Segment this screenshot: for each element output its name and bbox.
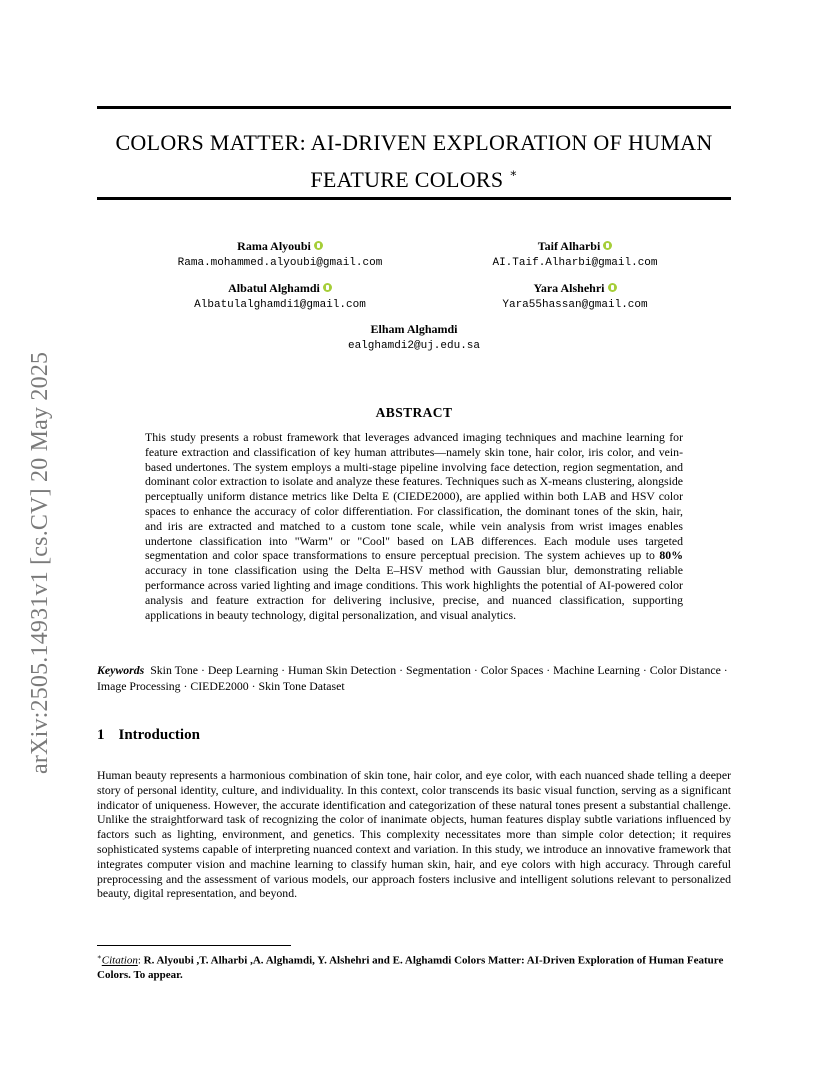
author-block: [455, 238, 695, 272]
title-top-rule: [97, 106, 731, 109]
author-name: Yara Alshehri: [533, 281, 605, 295]
author-email[interactable]: Rama.mohammed.alyoubi@gmail.com: [177, 257, 383, 269]
footnote: [97, 950, 731, 982]
abstract-body: [145, 430, 683, 622]
section-number: 1: [97, 727, 105, 743]
abstract-text-part-2: accuracy in tone classification using the Delta E–HSV method with Gaussian blur, demonstrating reliable performance across varied lighting and image conditions. This work highlights the potential of AI-powered color analysis and feature extraction for delivering inclusive, precise, and nuanced classification, supporting applications in beauty technology, digital personalization, and visual analytics.: [145, 563, 683, 622]
author-email[interactable]: Yara55hassan@gmail.com: [502, 299, 648, 311]
title-bottom-rule: [97, 197, 731, 200]
section-title: Introduction: [118, 727, 200, 743]
orcid-icon[interactable]: [314, 241, 323, 250]
author-email[interactable]: ealghamdi2@uj.edu.sa: [347, 340, 481, 352]
introduction-body: Human beauty represents a harmonious combination of skin tone, hair color, and eye color, with each nuanced shade telling a deeper story of personal identity, culture, and individuality. In this context, color transcends its basic visual function, serving as a significant indicator of uniqueness. However, the accurate identification and categorization of these natural tones present a substantial challenge. Unlike the straightforward task of recognizing the color of inanimate objects, human features display subtle variations influenced by factors such as lighting, environment, and genetics. This complexity necessitates more than simple color detection; it requires sophisticated systems capable of interpreting nuanced context and variation. In this study, we introduce an innovative framework that integrates computer vision and machine learning to classify human skin, hair, and eye colors with high accuracy. Through careful preprocessing and the assessment of various models, our approach fosters inclusive and intelligent solutions relevant to personalized beauty, digital representation, and beyond.: [97, 768, 731, 901]
author-block: [294, 321, 534, 355]
author-name: Albatul Alghamdi: [228, 281, 320, 295]
author-name: Elham Alghamdi: [370, 322, 458, 336]
orcid-icon[interactable]: [323, 283, 332, 292]
arxiv-side-identifier-wrap: [20, 294, 60, 774]
footnote-mark: ∗: [97, 953, 102, 961]
footnote-citation-text: R. Alyoubi ,T. Alharbi ,A. Alghamdi, Y. Alshehri and E. Alghamdi Colors Matter: AI-Driven Exploration of Human Feature Colors. To appear.: [97, 954, 724, 981]
abstract-heading: ABSTRACT: [375, 405, 453, 420]
author-block: [455, 280, 695, 314]
orcid-icon[interactable]: [603, 241, 612, 250]
section-heading-introduction: [97, 727, 200, 744]
orcid-icon[interactable]: [608, 283, 617, 292]
footnote-colon: :: [137, 954, 144, 967]
footnote-citation-label[interactable]: Citation: [101, 954, 138, 967]
keywords-text: Skin Tone · Deep Learning · Human Skin Detection · Segmentation · Color Spaces · Machine Learning · Color Distance · Image Processing · CIEDE2000 · Skin Tone Dataset: [97, 663, 728, 693]
paper-title-line-2: FEATURE COLORS: [310, 167, 504, 192]
keywords-label: Keywords: [97, 663, 145, 677]
author-name: Taif Alharbi: [537, 239, 601, 253]
author-name: Rama Alyoubi: [237, 239, 311, 253]
author-email[interactable]: Albatulalghamdi1@gmail.com: [194, 299, 366, 311]
abstract-accuracy-value: 80%: [659, 548, 683, 563]
author-block: [160, 238, 400, 272]
paper-title-line-2-wrap: [97, 158, 731, 195]
arxiv-side-identifier: arXiv:2505.14931v1 [cs.CV] 20 May 2025: [27, 351, 53, 774]
abstract-text-part-1: This study presents a robust framework that leverages advanced imaging techniques and machine learning for feature extraction and classification of key human attributes—namely skin tone, hair color, iris color, and vein-based undertones. The system employs a multi-stage pipeline involving face detection, region segmentation, and dominant color extraction to isolate and analyze these features. Techniques such as X-means clustering, alongside perceptually uniform distance metrics like Delta E (CIEDE2000), are applied within both LAB and HSV color spaces to enhance the accuracy of color differentiation. For classification, the dominant tones of the skin, hair, and iris are extracted and matched to a custom tone scale, while vein analysis from wrist images enables undertone classification into "Warm" or "Cool" based on LAB differences. Each module uses targeted segmentation and color space transformations to ensure perceptual precision. The system achieves up to: [145, 430, 683, 563]
title-footnote-mark: ∗: [509, 166, 518, 180]
footnote-rule: [97, 945, 291, 946]
paper-title-line-1: COLORS MATTER: AI-DRIVEN EXPLORATION OF HUMAN: [115, 130, 713, 155]
author-email[interactable]: AI.Taif.Alharbi@gmail.com: [492, 257, 658, 269]
keywords: [97, 663, 731, 694]
author-block: [160, 280, 400, 314]
paper-title: [97, 128, 731, 195]
